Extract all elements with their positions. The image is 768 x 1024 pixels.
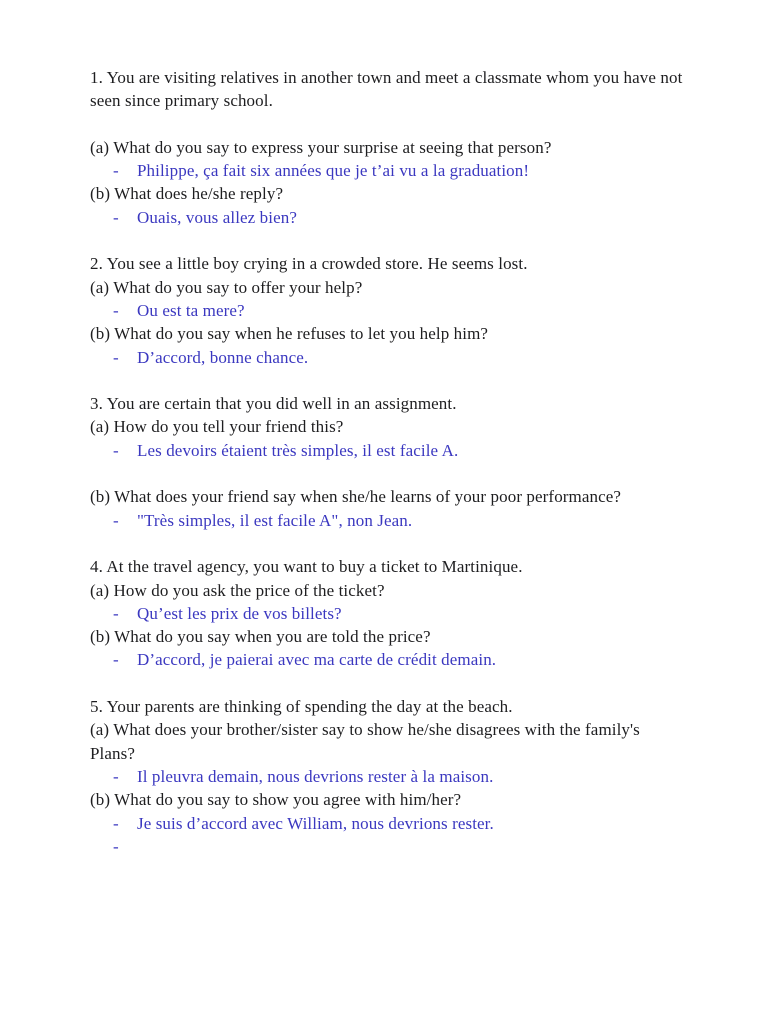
empty-answer-dash-line [90,835,720,858]
answer-line [90,346,720,369]
question-text: (a) What do you say to express your surprise at seeing that person? [90,137,552,157]
answer-line [90,765,720,788]
question-text: (b) What do you say to show you agree with him/her? [90,790,462,810]
dash-bullet: - [113,510,119,530]
answer-line [90,602,720,625]
question-text: Plans? [90,743,135,763]
dash-bullet: - [113,603,119,623]
dash-bullet: - [113,766,119,786]
question-text: (a) What does your brother/sister say to show he/she disagrees with the family's [90,720,640,740]
answer-line [90,299,720,322]
answer-text: Qu’est les prix de vos billets? [137,603,342,623]
answer-text: Les devoirs étaient très simples, il est facile A. [137,440,459,460]
question-text: (b) What does your friend say when she/he learns of your poor performance? [90,487,622,507]
exercise-section-3 [90,392,720,532]
answer-line [90,159,720,182]
blank-line [90,113,720,136]
answer-text: Ou est ta mere? [137,300,245,320]
dash-bullet: - [113,813,119,833]
scenario-text: 3. You are certain that you did well in an assignment. [90,394,457,414]
answer-line [90,439,720,462]
answer-line [90,648,720,671]
answer-text: D’accord, je paierai avec ma carte de crédit demain. [137,650,497,670]
blank-line [90,462,720,485]
answer-text: D’accord, bonne chance. [137,347,309,367]
answer-text: "Très simples, il est facile A", non Jean. [137,510,413,530]
scenario-text: 2. You see a little boy crying in a crowded store. He seems lost. [90,254,528,274]
scenario-text: 5. Your parents are thinking of spending the day at the beach. [90,697,513,717]
answer-text: Philippe, ça fait six années que je t’ai vu a la graduation! [137,161,530,181]
exercise-section-1 [90,66,720,229]
exercise-section-4 [90,555,720,671]
scenario-text: seen since primary school. [90,91,273,111]
dash-bullet: - [113,161,119,181]
answer-text: Je suis d’accord avec William, nous devrions rester. [137,813,494,833]
exercise-section-2 [90,252,720,368]
question-text: (b) What do you say when you are told the price? [90,627,431,647]
scenario-text: 1. You are visiting relatives in another town and meet a classmate whom you have not [90,68,683,87]
question-text: (b) What does he/she reply? [90,184,284,204]
dash-bullet: - [113,347,119,367]
question-text: (a) What do you say to offer your help? [90,277,363,297]
answer-text: Il pleuvra demain, nous devrions rester à la maison. [137,766,494,786]
answer-line [90,812,720,835]
answer-line [90,206,720,229]
dash-bullet: - [113,207,119,227]
question-text: (a) How do you ask the price of the ticket? [90,580,385,600]
answer-text: Ouais, vous allez bien? [137,207,297,227]
question-text: (a) How do you tell your friend this? [90,417,344,437]
worksheet-content [90,66,720,881]
dash-bullet: - [113,300,119,320]
dash-bullet: - [113,650,119,670]
exercise-section-5 [90,695,720,858]
scenario-text: 4. At the travel agency, you want to buy a ticket to Martinique. [90,557,523,577]
answer-line [90,509,720,532]
question-text: (b) What do you say when he refuses to let you help him? [90,324,489,344]
dash-bullet: - [113,440,119,460]
dash-bullet: - [113,836,119,856]
